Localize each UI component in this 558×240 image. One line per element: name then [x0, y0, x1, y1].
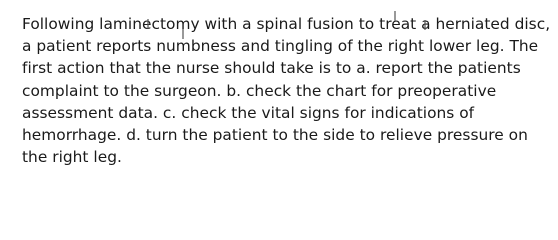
question-text: Following laminectomy with a spinal fusion to treat a herniated disc, a patient reports numbness and tingling of the right lower leg. The first action that the nurse should take is to a. report the patients complaint to the surgeon. b. check the chart for preoperative assessment data. c. check the vital signs for indications of hemorrhage. d. turn the patient to the side to relieve pressure on the right leg.: [22, 15, 551, 167]
